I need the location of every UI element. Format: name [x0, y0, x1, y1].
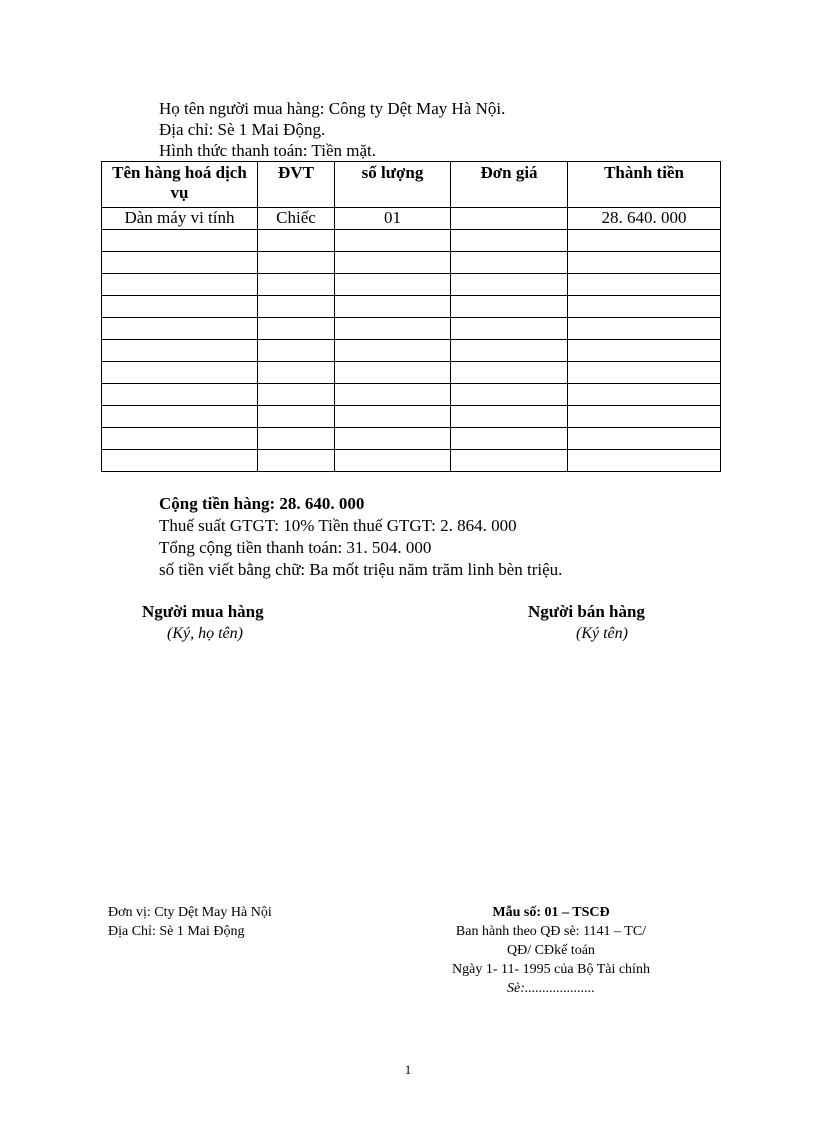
cell-unit-price: [451, 450, 568, 472]
cell-amount: [568, 450, 721, 472]
document-number-text: Sè:....................: [507, 981, 595, 996]
issued-line-1: Ban hành theo QĐ sè: 1141 – TC/: [455, 924, 647, 939]
header-unit-price: Đơn giá: [451, 162, 568, 208]
cell-unit: [258, 318, 335, 340]
footer-address: Địa Chỉ: Sè 1 Mai Động: [108, 924, 245, 939]
cell-amount: [568, 230, 721, 252]
table-row: [102, 406, 721, 428]
cell-amount: [568, 406, 721, 428]
cell-unit: [258, 252, 335, 274]
cell-goods-name: [102, 296, 258, 318]
seller-signature-note: (Ký tên): [576, 625, 628, 642]
cell-goods-name: [102, 428, 258, 450]
header-goods-name: Tên hàng hoá dịch vụ: [102, 162, 258, 208]
cell-unit-price: [451, 406, 568, 428]
cell-unit-price: [451, 428, 568, 450]
cell-amount: [568, 384, 721, 406]
cell-unit-price: [451, 252, 568, 274]
cell-unit: [258, 274, 335, 296]
table-row: [102, 450, 721, 472]
cell-goods-name: [102, 230, 258, 252]
cell-quantity: [335, 274, 451, 296]
cell-goods-name: Dàn máy vi tính: [102, 208, 258, 230]
cell-unit: [258, 340, 335, 362]
payment-method: Hình thức thanh toán: Tiền mặt.: [159, 141, 376, 160]
cell-unit: [258, 450, 335, 472]
cell-unit-price: [451, 340, 568, 362]
issued-line-2: QĐ/ CĐkế toán: [507, 943, 595, 958]
table-row: [102, 296, 721, 318]
cell-quantity: [335, 252, 451, 274]
buyer-address: Địa chỉ: Sè 1 Mai Động.: [159, 120, 326, 139]
cell-quantity: [335, 318, 451, 340]
cell-goods-name: [102, 384, 258, 406]
cell-amount: [568, 296, 721, 318]
buyer-signature-label: Người mua hàng: [142, 602, 264, 621]
table-row: [102, 384, 721, 406]
header-amount: Thành tiền: [568, 162, 721, 208]
goods-table: [101, 161, 721, 472]
table-row: [102, 208, 721, 230]
cell-quantity: 01: [335, 208, 451, 230]
cell-unit-price: [451, 384, 568, 406]
table-body: [102, 208, 721, 472]
cell-goods-name: [102, 450, 258, 472]
grand-total: Tổng cộng tiền thanh toán: 31. 504. 000: [159, 538, 432, 557]
cell-unit: Chiếc: [258, 208, 335, 230]
cell-unit-price: [451, 274, 568, 296]
cell-amount: [568, 340, 721, 362]
cell-goods-name: [102, 340, 258, 362]
amount-in-words: số tiền viết bằng chữ: Ba mốt triệu năm trăm linh bèn triệu.: [159, 560, 563, 579]
issued-line-3: Ngày 1- 11- 1995 của Bộ Tài chính: [452, 962, 650, 977]
cell-goods-name: [102, 362, 258, 384]
form-number: Mẫu số: 01 – TSCĐ: [492, 905, 610, 920]
cell-quantity: [335, 450, 451, 472]
buyer-signature-note: (Ký, họ tên): [167, 625, 243, 642]
cell-quantity: [335, 362, 451, 384]
cell-quantity: [335, 406, 451, 428]
cell-unit: [258, 296, 335, 318]
table-row: [102, 362, 721, 384]
table-header-row: [102, 162, 721, 208]
header-unit: ĐVT: [258, 162, 335, 208]
cell-unit-price: [451, 362, 568, 384]
cell-unit: [258, 362, 335, 384]
vat-line: Thuế suất GTGT: 10% Tiền thuế GTGT: 2. 864. 000: [159, 516, 517, 535]
cell-amount: [568, 252, 721, 274]
cell-amount: [568, 362, 721, 384]
cell-goods-name: [102, 274, 258, 296]
cell-unit: [258, 230, 335, 252]
cell-amount: [568, 428, 721, 450]
goods-total: Cộng tiền hàng: 28. 640. 000: [159, 494, 365, 513]
table-row: [102, 318, 721, 340]
cell-quantity: [335, 428, 451, 450]
cell-unit-price: [451, 208, 568, 230]
cell-quantity: [335, 384, 451, 406]
cell-unit-price: [451, 296, 568, 318]
table-row: [102, 340, 721, 362]
cell-unit-price: [451, 318, 568, 340]
header-quantity: số lượng: [335, 162, 451, 208]
cell-unit: [258, 384, 335, 406]
cell-goods-name: [102, 406, 258, 428]
footer-unit: Đơn vị: Cty Dệt May Hà Nội: [108, 905, 272, 920]
cell-quantity: [335, 296, 451, 318]
cell-amount: 28. 640. 000: [568, 208, 721, 230]
cell-goods-name: [102, 318, 258, 340]
cell-quantity: [335, 340, 451, 362]
buyer-name: Họ tên người mua hàng: Công ty Dệt May Hà Nội.: [159, 99, 506, 118]
cell-amount: [568, 274, 721, 296]
cell-unit-price: [451, 230, 568, 252]
table-row: [102, 274, 721, 296]
seller-signature-label: Người bán hàng: [528, 602, 645, 621]
cell-goods-name: [102, 252, 258, 274]
cell-quantity: [335, 230, 451, 252]
table-row: [102, 252, 721, 274]
cell-unit: [258, 428, 335, 450]
cell-amount: [568, 318, 721, 340]
table-row: [102, 230, 721, 252]
table-row: [102, 428, 721, 450]
page-number: 1: [404, 1062, 412, 1077]
cell-unit: [258, 406, 335, 428]
document-number: [420, 979, 682, 998]
